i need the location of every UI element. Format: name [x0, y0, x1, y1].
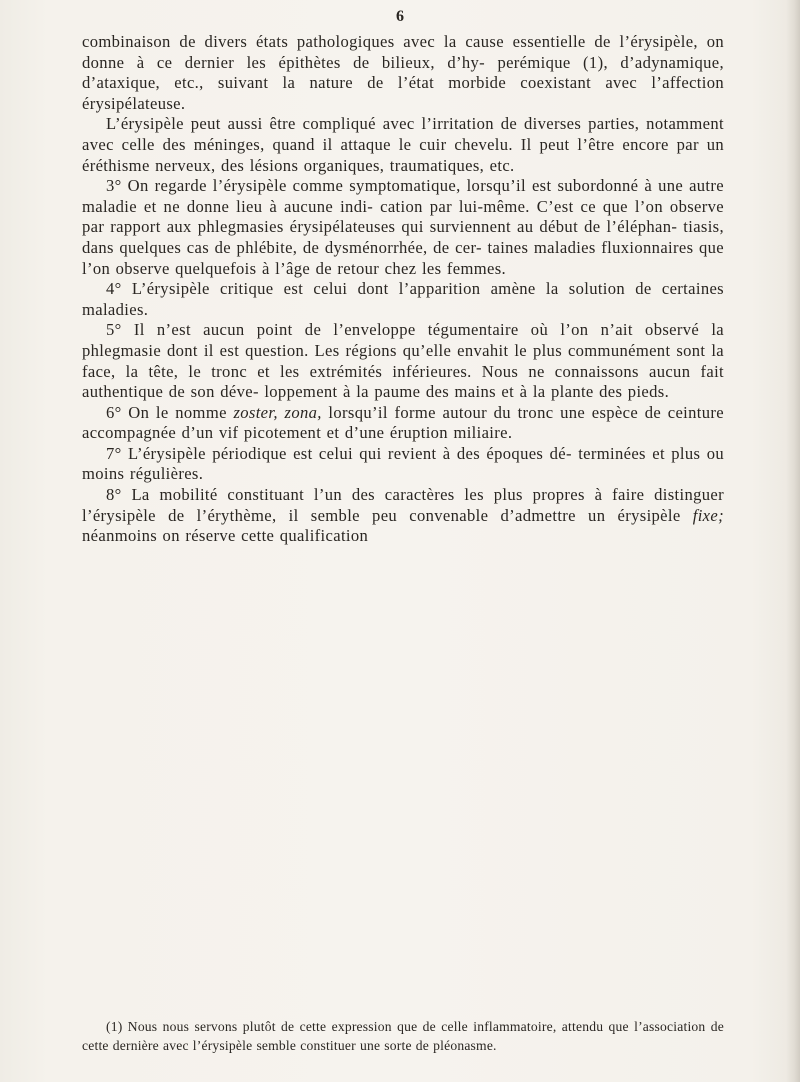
paragraph-item-3: 3° On regarde l’érysipèle comme symptomatique, lorsqu’il est subordonné à une autre maladie et ne donne lieu à aucune indi- cation par lui-même. C’est ce que l’on observe par rapport aux phlegmasies érysipélateuses qui surviennent au début de l’éléphan- tiasis, dans quelques cas de phlébite, de dysménorrhée, de cer- taines maladies fluxionnaires que l’on observe quelquefois à l’âge de retour chez les femmes.: [82, 176, 724, 278]
paragraph-complications: L’érysipèle peut aussi être compliqué avec l’irritation de diverses parties, notamment avec celle des méninges, quand il attaque le cuir chevelu. Il peut l’être encore par un éréthisme nerveux, des lésions organiques, traumatiques, etc.: [82, 114, 724, 175]
page-edge-shadow: [786, 0, 800, 1082]
page-number: 6: [396, 8, 404, 25]
paragraph-item-7: 7° L’érysipèle périodique est celui qui revient à des époques dé- terminées et plus ou moins régulières.: [82, 443, 724, 484]
italic-term: fixe;: [692, 505, 724, 525]
body-text: [82, 32, 724, 547]
paragraph-item-8: [82, 485, 724, 547]
paragraph-item-6: [82, 403, 724, 444]
footnote: [82, 1017, 724, 1055]
footnote-text: (1) Nous nous servons plutôt de cette expression que de celle inflammatoire, attendu que l’association de cette dernière avec l’érysipèle semble constituer une sorte de pléonasme.: [82, 1019, 724, 1053]
paragraph-item-5: 5° Il n’est aucun point de l’enveloppe tégumentaire où l’on n’ait observé la phlegmasie dont il est question. Les régions qu’elle envahit le plus communément sont la face, la tête, le tronc et les extrémités inférieures. Nous ne connaissons aucun fait authentique de son déve- loppement à la paume des mains et à la plante des pieds.: [82, 320, 724, 402]
text-run: néanmoins on réserve cette qualification: [82, 526, 369, 546]
paragraph-item-4: 4° L’érysipèle critique est celui dont l’apparition amène la solution de certaines maladies.: [82, 279, 724, 319]
text-run: lorsqu’il forme autour du tronc une espèce de ceinture accompagnée d’un vif picotement et d’une éruption miliaire.: [82, 402, 724, 443]
paragraph-continuation: combinaison de divers états pathologiques avec la cause essentielle de l’érysipèle, on donne à ce dernier les épithètes de bilieux, d’hy- perémique (1), d’adynamique, d’ataxique, etc., suivant la nature de l’état morbide coexistant avec l’affection érysipélateuse.: [82, 32, 724, 113]
text-run: 8° La mobilité constituant l’un des caractères les plus propres à faire distinguer l’érysipèle de l’érythème, il semble peu convenable d’admettre un érysipèle: [82, 485, 724, 525]
text-run: 6° On le nomme: [106, 402, 234, 422]
italic-term: zoster, zona,: [233, 402, 322, 422]
